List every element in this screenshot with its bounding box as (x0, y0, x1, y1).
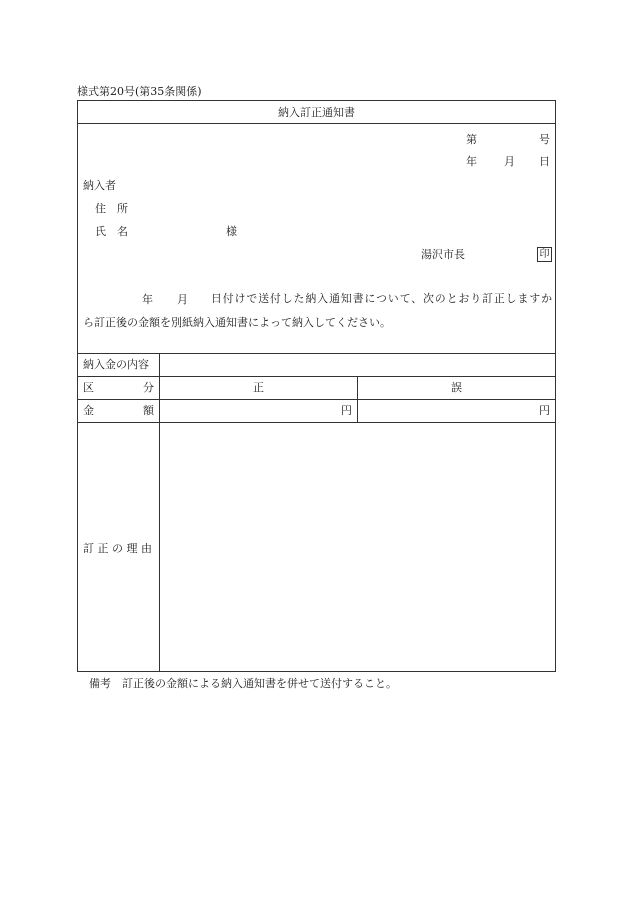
payer-honorific: 様 (226, 225, 237, 238)
yen-correct: 円 (341, 404, 352, 417)
date-year: 年 (466, 155, 477, 168)
body-line1: 日付けで送付した納入通知書について、次のとおり訂正しますか (211, 292, 552, 305)
amount-label-a: 金 (83, 404, 94, 417)
row-divider-reason (77, 422, 556, 423)
row-divider-category (77, 376, 556, 377)
category-label-a: 区 (83, 381, 94, 394)
form-title: 納入訂正通知書 (278, 106, 355, 119)
title-divider (77, 123, 556, 124)
category-label-b: 分 (143, 381, 154, 394)
content-label: 納入金の内容 (83, 358, 149, 371)
date-month: 月 (504, 155, 515, 168)
form-style-label: 様式第20号(第35条関係) (77, 85, 202, 98)
row-divider-content (77, 353, 556, 354)
row-divider-amount (77, 399, 556, 400)
correct-header: 正 (253, 381, 264, 394)
body-month: 月 (177, 293, 188, 306)
payer-name-label: 氏 名 (95, 225, 128, 238)
remarks: 備考 訂正後の金額による納入通知書を併せて送付すること。 (89, 677, 397, 690)
wrong-header: 誤 (451, 381, 462, 394)
issuer-title: 湯沢市長 (421, 248, 465, 261)
amount-label-b: 額 (143, 404, 154, 417)
date-day: 日 (539, 155, 550, 168)
body-year: 年 (142, 293, 153, 306)
number-prefix: 第 (466, 133, 477, 146)
frame-right (555, 100, 556, 672)
frame-bottom (77, 671, 556, 672)
frame-top (77, 100, 556, 101)
number-suffix: 号 (539, 133, 550, 146)
payer-heading: 納入者 (83, 179, 116, 192)
body-line2: ら訂正後の金額を別紙納入通知書によって納入してください。 (83, 316, 391, 329)
seal-mark: 印 (537, 247, 552, 262)
payer-address-label: 住 所 (95, 202, 128, 215)
label-column-divider (159, 353, 160, 671)
frame-left (77, 100, 78, 672)
reason-label: 訂 正 の 理 由 (83, 542, 152, 555)
yen-wrong: 円 (539, 404, 550, 417)
